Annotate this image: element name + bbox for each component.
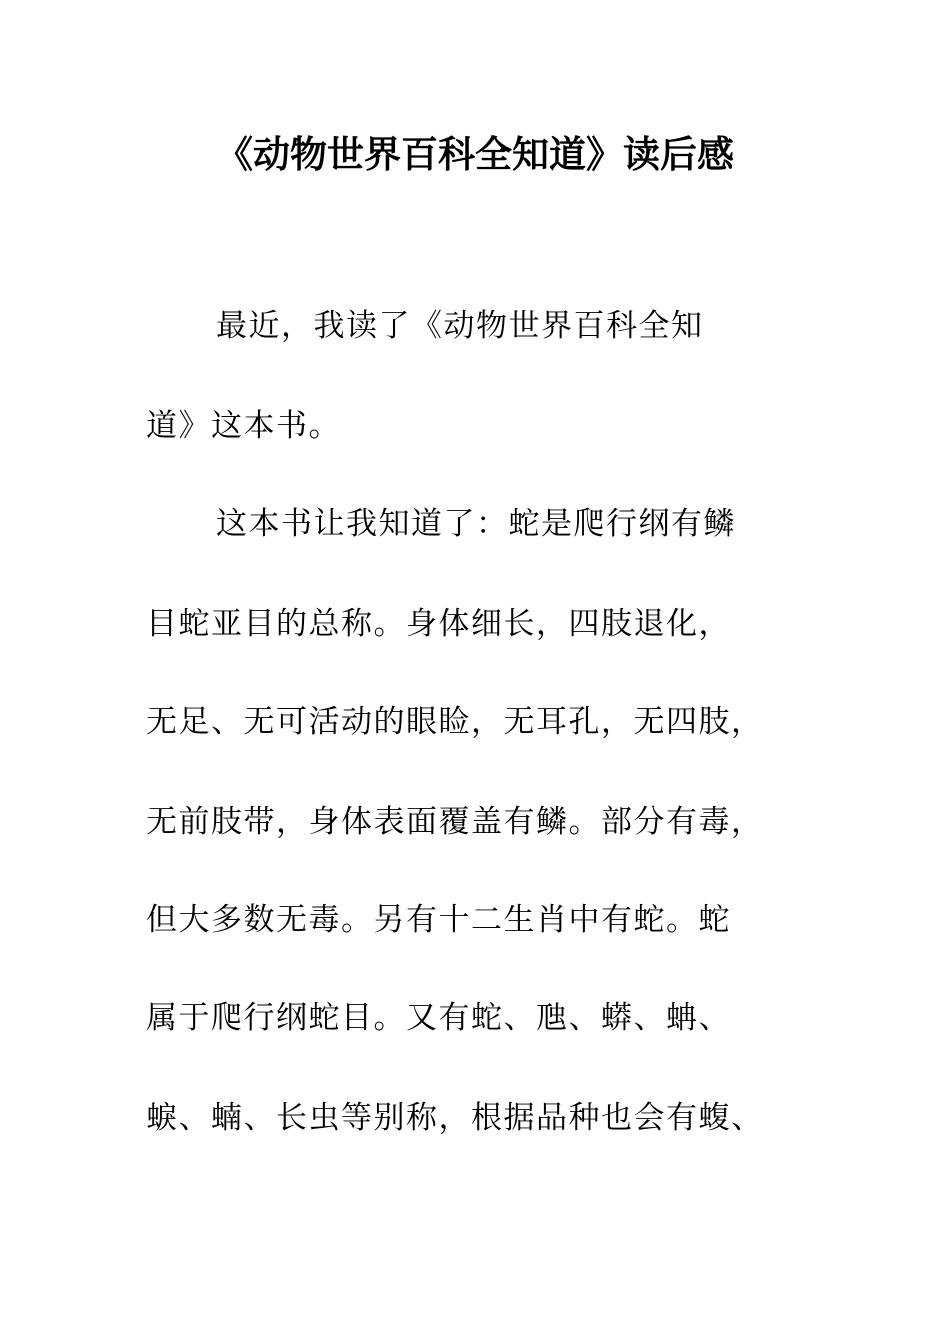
paragraph-2-line-5: 但大多数无毒。另有十二生肖中有蛇。蛇	[146, 902, 731, 938]
paragraph-1-line-1: 最近，我读了《动物世界百科全知	[216, 308, 704, 344]
paragraph-2-line-7: 蜧、蝻、长虫等别称，根据品种也会有蝮、	[146, 1100, 764, 1136]
document-title: 《动物世界百科全知道》读后感	[216, 132, 734, 176]
paragraph-2-line-4: 无前肢带，身体表面覆盖有鳞。部分有毒，	[146, 804, 764, 840]
paragraph-2-line-2: 目蛇亚目的总称。身体细长，四肢退化，	[146, 606, 731, 642]
paragraph-2-line-6: 属于爬行纲蛇目。又有蛇、虺、蟒、蚺、	[146, 1000, 731, 1036]
paragraph-2-line-1: 这本书让我知道了：蛇是爬行纲有鳞	[216, 506, 736, 542]
paragraph-2-line-3: 无足、无可活动的眼睑，无耳孔，无四肢，	[146, 704, 764, 740]
paragraph-1-line-2: 道》这本书。	[146, 408, 341, 444]
